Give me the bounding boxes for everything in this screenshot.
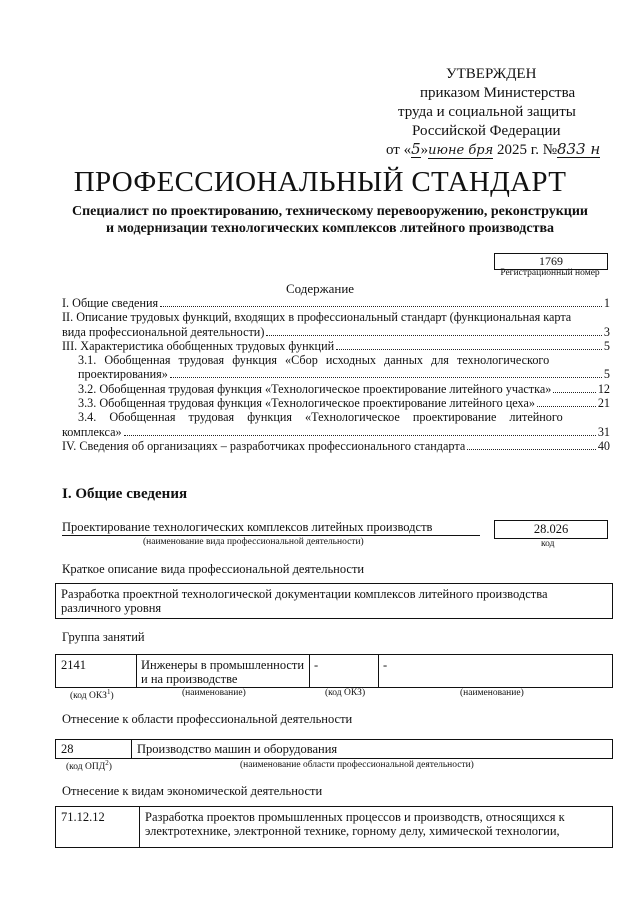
groups-label-code: (код ОКЗ$^1$) bbox=[70, 688, 114, 702]
date-month-handwritten: июнe бря bbox=[428, 143, 494, 158]
group-name-2: - bbox=[383, 658, 388, 672]
group-code-1: 2141 bbox=[61, 658, 86, 672]
econ-table bbox=[55, 806, 613, 848]
registration-label: Регистрационный номер bbox=[500, 268, 600, 278]
toc-item[interactable]: 3.4. Обобщенная трудовая функция «Технологическое проектирование литейного комплекса» 31 bbox=[62, 410, 610, 439]
approval-line-ministry: приказом Министерства bbox=[420, 85, 576, 101]
activity-underline bbox=[62, 535, 480, 536]
groups-table bbox=[55, 654, 613, 688]
registration-number: 1769 bbox=[494, 253, 608, 270]
toc-item[interactable]: I. Общие сведения 1 bbox=[62, 296, 610, 310]
order-number-handwritten: 833 н bbox=[557, 140, 601, 158]
groups-label-name: (наименование) bbox=[182, 688, 246, 698]
activity-code-label: код bbox=[541, 539, 555, 549]
date-sep: » bbox=[420, 142, 429, 158]
approval-line-federation: Российской Федерации bbox=[412, 123, 561, 139]
table-of-contents bbox=[62, 296, 610, 453]
group-code-2: - bbox=[314, 658, 319, 672]
area-label-name: (наименование области профессиональной деятельности) bbox=[240, 760, 474, 770]
short-desc-box bbox=[55, 583, 613, 619]
area-table bbox=[55, 739, 613, 759]
document-title: ПРОФЕССИОНАЛЬНЫЙ СТАНДАРТ bbox=[73, 166, 567, 198]
toc-title: Содержание bbox=[285, 281, 355, 296]
econ-label: Отнесение к видам экономической деятельности bbox=[62, 784, 323, 798]
date-year: 2025 г. № bbox=[496, 142, 558, 158]
approval-date-line bbox=[386, 142, 600, 159]
toc-item[interactable]: IV. Сведения об организациях – разработчиках профессионального стандарта 40 bbox=[62, 438, 610, 453]
toc-item[interactable]: 3.2. Обобщенная трудовая функция «Технологическое проектирование литейного участка» 12 bbox=[78, 381, 610, 396]
area-label-code: (код ОПД$^2$) bbox=[66, 759, 112, 773]
approval-line-labor: труда и социальной защиты bbox=[398, 104, 576, 120]
group-name-1: Инженеры в промышленности и на производстве bbox=[141, 658, 305, 686]
groups-label: Группа занятий bbox=[62, 630, 145, 644]
approval-title: УТВЕРЖДЕН bbox=[446, 66, 537, 82]
short-desc-text: Разработка проектной технологической документации комплексов литейного производства различного уровня bbox=[61, 587, 548, 615]
toc-item[interactable]: 3.1. Обобщенная трудовая функция «Сбор исходных данных для технологического проектирования» 5 bbox=[78, 353, 610, 382]
toc-item[interactable]: 3.3. Обобщенная трудовая функция «Технологическое проектирование литейного цеха» 21 bbox=[78, 396, 610, 411]
short-desc-label: Краткое описание вида профессиональной деятельности bbox=[62, 562, 365, 576]
activity-name-label: (наименование вида профессиональной деятельности) bbox=[143, 537, 364, 547]
date-day-handwritten: 5 bbox=[411, 140, 421, 158]
area-name: Производство машин и оборудования bbox=[137, 742, 338, 756]
groups-label-code2: (код ОКЗ) bbox=[325, 688, 366, 698]
document-subtitle: Специалист по проектированию, техническому перевооружению, реконструкции и модернизации технологических комплексов литейного производства bbox=[72, 204, 588, 236]
toc-item[interactable]: II. Описание трудовых функций, входящих в профессиональный стандарт (функциональная карта вида профессиональной деятельности) 3 bbox=[62, 310, 610, 339]
toc-item[interactable]: III. Характеристика обобщенных трудовых функций 5 bbox=[62, 338, 610, 353]
groups-label-name2: (наименование) bbox=[460, 688, 524, 698]
activity-name: Проектирование технологических комплексов литейных производств bbox=[62, 520, 433, 534]
area-label: Отнесение к области профессиональной деятельности bbox=[62, 712, 353, 726]
area-code: 28 bbox=[61, 742, 74, 756]
section-heading: I. Общие сведения bbox=[62, 486, 188, 502]
date-prefix: от « bbox=[386, 142, 412, 158]
activity-code: 28.026 bbox=[494, 520, 608, 539]
econ-name: Разработка проектов промышленных процессов и производств, относящихся к электротехнике, электронной технике, горному делу, химической технологии, bbox=[145, 810, 565, 838]
econ-code: 71.12.12 bbox=[61, 810, 105, 824]
